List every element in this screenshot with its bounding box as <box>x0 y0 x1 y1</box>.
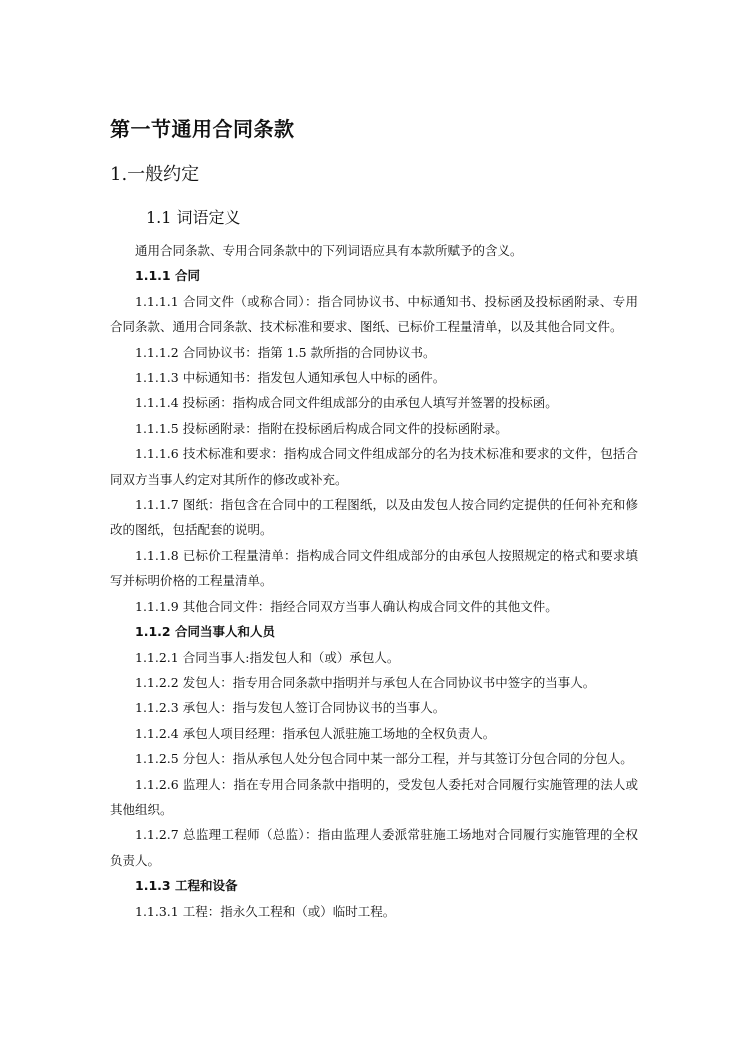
section-title: 第一节通用合同条款 <box>110 117 295 141</box>
subheading-parties-and-personnel: 1.1.2 合同当事人和人员 <box>135 624 275 640</box>
subheading-works-and-equipment: 1.1.3 工程和设备 <box>135 878 238 894</box>
clause-1-1-2-5: 1.1.2.5 分包人：指从承包人处分包合同中某一部分工程，并与其签订分包合同的分包人。 <box>135 751 633 767</box>
clause-1-1-2-2: 1.1.2.2 发包人：指专用合同条款中指明并与承包人在合同协议书中签字的当事人。 <box>135 674 596 690</box>
clause-1-1-1-8: 1.1.1.8 已标价工程量清单：指构成合同文件组成部分的由承包人按照规定的格式和要求填写并标明价格的工程量清单。 <box>110 547 638 589</box>
clause-1-1-1-2: 1.1.1.2 合同协议书：指第 1.5 款所指的合同协议书。 <box>135 344 436 360</box>
clause-1-1-2-1: 1.1.2.1 合同当事人:指发包人和（或）承包人。 <box>135 649 400 665</box>
clause-1-1-1-1: 1.1.1.1 合同文件（或称合同）：指合同协议书、中标通知书、投标函及投标函附录、专用合同条款、通用合同条款、技术标准和要求、图纸、已标价工程量清单，以及其他合同文件。 <box>110 293 638 335</box>
clause-1-1-1-4: 1.1.1.4 投标函：指构成合同文件组成部分的由承包人填写并签署的投标函。 <box>135 395 558 411</box>
document-body <box>110 116 638 924</box>
clause-1-1-1-3: 1.1.1.3 中标通知书：指发包人通知承包人中标的函件。 <box>135 370 446 386</box>
clause-1-1-2-6: 1.1.2.6 监理人：指在专用合同条款中指明的，受发包人委托对合同履行实施管理的法人或其他组织。 <box>110 776 638 817</box>
heading-term-definitions: 1.1 词语定义 <box>146 208 241 227</box>
clause-1-1-2-4: 1.1.2.4 承包人项目经理：指承包人派驻施工场地的全权负责人。 <box>135 725 496 741</box>
clause-1-1-2-7: 1.1.2.7 总监理工程师（总监）：指由监理人委派常驻施工场地对合同履行实施管理的全权负责人。 <box>110 827 638 868</box>
clause-1-1-2-3: 1.1.2.3 承包人：指与发包人签订合同协议书的当事人。 <box>135 700 446 716</box>
heading-general-provisions: 1.一般约定 <box>110 164 200 185</box>
subheading-contract: 1.1.1 合同 <box>135 268 200 284</box>
clause-1-1-1-9: 1.1.1.9 其他合同文件：指经合同双方当事人确认构成合同文件的其他文件。 <box>135 598 558 614</box>
clause-1-1-1-5: 1.1.1.5 投标函附录：指附在投标函后构成合同文件的投标函附录。 <box>135 420 508 436</box>
clause-1-1-1-7: 1.1.1.7 图纸：指包含在合同中的工程图纸，以及由发包人按合同约定提供的任何补充和修改的图纸，包括配套的说明。 <box>110 497 638 538</box>
clause-1-1-3-1: 1.1.3.1 工程：指永久工程和（或）临时工程。 <box>135 903 396 919</box>
clause-1-1-1-6: 1.1.1.6 技术标准和要求：指构成合同文件组成部分的名为技术标准和要求的文件，包括合同双方当事人约定对其所作的修改或补充。 <box>110 446 638 487</box>
intro-paragraph: 通用合同条款、专用合同条款中的下列词语应具有本款所赋予的含义。 <box>135 243 523 258</box>
